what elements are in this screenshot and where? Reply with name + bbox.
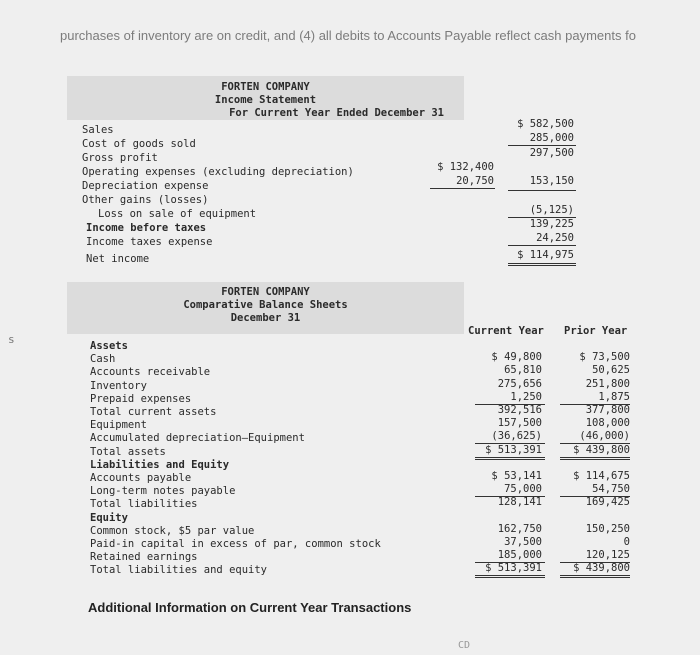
bs-row-current-value: 65,810 [504, 364, 542, 377]
bs-row-label: Equipment [90, 419, 147, 432]
bs-row-prior-value: $ 439,800 [573, 562, 630, 575]
rule [475, 457, 545, 458]
sales-label: Sales [82, 124, 114, 136]
income-statement-header [67, 76, 464, 120]
bs-row-current-value: (36,625) [491, 430, 542, 443]
rule [560, 575, 630, 576]
rule [508, 263, 576, 264]
rule [475, 575, 545, 576]
bs-row-current-value: 162,750 [497, 522, 542, 535]
bs-row-prior-value: $ 114,675 [573, 470, 630, 482]
rule [475, 459, 545, 460]
bs-row-prior-value: 120,125 [585, 549, 630, 562]
is-title: Income Statement [214, 94, 317, 106]
ibt-value: 139,225 [529, 218, 574, 230]
bs-row-prior-value: 1,875 [598, 390, 630, 403]
rule [508, 190, 576, 191]
cogs-label: Cost of goods sold [82, 138, 196, 150]
bs-row-current-value: $ 53,141 [491, 470, 542, 482]
bs-row-label: Common stock, $5 par value [90, 524, 255, 537]
ibt-label: Income before taxes [86, 222, 207, 234]
tax-label: Income taxes expense [86, 236, 213, 248]
bs-row-prior-value: 377,800 [585, 404, 630, 416]
bs-row-current-value: $ 513,391 [485, 443, 542, 456]
bs-row-prior-value: 108,000 [585, 417, 630, 430]
bs-company: FORTEN COMPANY [221, 286, 310, 298]
bs-title: Comparative Balance Sheets [183, 299, 348, 311]
bs-row-label: Equity [90, 511, 128, 524]
rule [475, 577, 545, 578]
other-gains-label: Other gains (losses) [82, 194, 209, 206]
opex-value: $ 132,400 [437, 161, 494, 173]
rule [560, 457, 630, 458]
rule [508, 145, 576, 146]
dep-label: Depreciation expense [82, 180, 209, 192]
col-current-year: Current Year [468, 325, 544, 337]
col-prior-year: Prior Year [564, 325, 628, 337]
bs-row-current-value: 75,000 [504, 483, 542, 496]
bs-row-current-value: $ 49,800 [491, 351, 542, 364]
bs-row-label: Prepaid expenses [90, 392, 192, 405]
bs-row-prior-value: 169,425 [585, 496, 630, 509]
is-company: FORTEN COMPANY [221, 81, 310, 93]
bs-row-label: Accumulated depreciation—Equipment [90, 432, 305, 445]
additional-info-heading: Additional Information on Current Year Transactions [88, 600, 412, 615]
rule [508, 265, 576, 266]
dep-value: 20,750 [456, 175, 494, 187]
rule [508, 245, 576, 246]
bs-row-label: Total liabilities [90, 498, 198, 511]
is-period: For Current Year Ended December 31 [229, 107, 444, 119]
loss-label: Loss on sale of equipment [98, 208, 257, 220]
bs-row-current-value: 157,500 [497, 417, 542, 430]
net-income-value: $ 114,975 [517, 249, 574, 261]
bottom-mark: CD [458, 640, 471, 651]
bs-date: December 31 [230, 312, 301, 324]
balance-sheet-header [67, 282, 464, 334]
bs-row-prior-value: $ 73,500 [579, 351, 630, 364]
rule [560, 577, 630, 578]
bs-row-current-value: 1,250 [510, 390, 542, 403]
cropped-instruction-text: purchases of inventory are on credit, and (4) all debits to Accounts Payable reflect cash payments fo [60, 28, 636, 43]
bs-row-prior-value: $ 439,800 [573, 443, 630, 456]
sales-value: $ 582,500 [517, 118, 574, 130]
bs-row-prior-value: 50,625 [592, 364, 630, 377]
net-income-label: Net income [86, 253, 150, 265]
bs-row-label: Paid-in capital in excess of par, common stock [90, 538, 381, 550]
bs-row-label: Liabilities and Equity [90, 458, 230, 471]
rule [430, 188, 495, 189]
bs-row-label: Inventory [90, 379, 147, 392]
rule [560, 459, 630, 460]
bs-row-label: Cash [90, 353, 116, 366]
bs-row-current-value: 128,141 [497, 496, 542, 509]
tax-value: 24,250 [536, 232, 574, 244]
edge-mark: s [8, 333, 15, 346]
cogs-value: 285,000 [529, 132, 574, 144]
total-expenses-value: 153,150 [529, 175, 574, 187]
bs-row-label: Total current assets [90, 406, 217, 418]
bs-row-current-value: 185,000 [497, 549, 542, 562]
bs-row-label: Accounts payable [90, 472, 192, 484]
bs-row-current-value: $ 513,391 [485, 562, 542, 575]
bs-row-prior-value: 150,250 [585, 522, 630, 535]
bs-row-prior-value: (46,000) [579, 430, 630, 443]
bs-row-label: Total assets [90, 445, 166, 458]
bs-row-label: Assets [90, 340, 128, 352]
bs-row-prior-value: 54,750 [592, 483, 630, 496]
bs-row-label: Accounts receivable [90, 366, 211, 379]
bs-row-current-value: 275,656 [497, 377, 542, 390]
loss-value: (5,125) [529, 204, 574, 216]
bs-row-prior-value: 0 [623, 536, 630, 548]
bs-row-current-value: 392,516 [497, 404, 542, 416]
bs-row-label: Total liabilities and equity [90, 564, 268, 577]
bs-row-current-value: 37,500 [504, 536, 542, 548]
opex-label: Operating expenses (excluding depreciation) [82, 166, 354, 178]
bs-row-label: Long-term notes payable [90, 485, 236, 498]
gross-label: Gross profit [82, 152, 158, 164]
gross-value: 297,500 [529, 147, 574, 159]
bs-row-label: Retained earnings [90, 551, 198, 564]
bs-row-prior-value: 251,800 [585, 377, 630, 390]
